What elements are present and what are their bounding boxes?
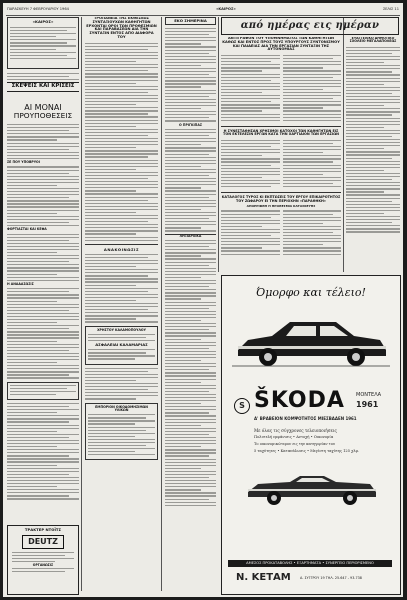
skoda-feature-3: Το οικονομικώτερον εις την κατηγορίαν του [254,442,336,446]
story3-subhead: ΑΠΟΡΡΙΦΘΗ Η ΠΡΟΘΕΣΜΙΑ ΚΑΤΑΣΚΕΥΗΣ [246,204,316,209]
column-rule [81,17,82,591]
skoda-tagline: Α' ΒΡΑΒΕΙΟΝ ΚΟΜΨΟΤΗΤΟΣ ΜΙΕΣΒΑΔΕΝ 1961 [254,416,357,421]
col2-headline: ΤΡΟΠΑΝΕΙΑ ΤΗΣ ΕΚΘΕΣΕΩΣ ΣΥΝΤΑΞΙΟΥΧΩΝ ΚΑΘΗΓΗΤΩΝ ΕΡΧΟΝΤΑΙ ΟΡΟΙ ΤΩΝ ΠΡΟΘΕΣΜΙΩΝ ΚΑΙ ΠΑΡΑΒΑΣΕΩΝ ΔΙΑ ΤΗΝ ΣΥΝΤΑΞΙΝ ΕΝΤΟΣ ΑΠΟ ΔΙΑΦΟΡΑ ΤΟΥ [86,17,157,39]
skoda-model-year: 1961 [356,400,379,409]
daily-banner [221,17,399,35]
masthead-box [7,17,79,69]
newspaper-page [3,3,403,597]
tractor-ad [7,525,79,595]
feature-title-line2: ΠΡΟΥΠΟΘΕΣΕΙΣ [13,111,73,121]
feature-title-line1: ΑΙ ΜΟΝΑΙ [24,102,62,112]
insurance-ad-sub: ΑΣΦΑΛΕΙΑΙ ΚΑΛΑΜΑΡΙΑΣ [95,342,148,348]
skoda-badge-text: S [239,401,245,410]
skoda-badge [234,398,250,414]
subhead: Η ΑΝΑΔΑΣΩΣΙΣ [7,281,34,286]
masthead-page: ΣΕΛΙΣ 11 [382,7,399,11]
skoda-feature-4: 5 ταχύτητες • Κατανάλωσις • Μεγίστη ταχύτης 125 χλμ. [254,449,360,453]
col3-mid: ΛΗΞΙΑΡΧΙΚΑ [165,234,216,238]
tractor-ad-footer: ΟΡΓΑΝΩΣΙΣ [32,563,54,568]
section-header: ΣΚΕΨΕΙΣ ΚΑΙ ΚΡΙΣΕΙΣ [7,82,79,92]
right-col-headline: ΕΥΑΓΓΕΛΙΚΟ ΔΗΜΟΤΙΚΟ ΣΧΟΛΕΙΟ ΜΕΓΑΛΑΠΟΛΕΩΣ [349,37,397,44]
dealer-address: Α. ΣΥΓΓΡΟΥ 19 ΤΗΛ. 25.647 - 93.738 [300,576,362,580]
notice-title: ΑΝΑΚΟΙΝΩΣΙΣ [103,246,140,252]
right-main-column [221,37,341,272]
dealer-banner-text: ΑΜΕΣΟΣ ΠΡΟΚΑΤΑΒΟΛΗΣ • ΕΞΑΡΤΗΜΑΤΑ • ΣΥΝΕΡΓΕΙΟ ΠΕΡΙΟΡΙΣΜΕΝΟ [246,561,374,565]
column-rule [161,17,162,591]
dealer-banner [228,560,392,567]
column-1 [7,17,79,595]
small-notice-box [7,382,79,400]
skoda-brand: ŠKODA [254,388,345,413]
masthead-box-title: «ΚΑΙΡΟΣ» [32,19,54,24]
column-2 [85,17,158,595]
masthead-date: ΠΑΡΑΣΚΕΥΗ 7 ΦΕΒΡΟΥΑΡΙΟΥ 1964 [7,7,69,11]
tractor-ad-title: ΤΡΑΚΤΕΡ ΝΤΟΪΤΣ [24,527,62,532]
dealer-name: Ν. ΚΕΤΑΜ [236,572,291,583]
materials-ad-title: ΕΜΠΟΡΙΟΝ ΟΙΚΟΔΟΜΗΣΙΜΩΝ ΥΛΙΚΩΝ [95,404,148,412]
subhead: ΦΟΡΤΙΑΣΤΑΙ ΚΑΙ ΚΕΦΑ [7,227,47,232]
col3-header: ΕΚΟ ΣΗΜΕΡΙΝΑ [165,17,216,25]
masthead-strip [3,3,403,15]
car-sedan-illustration [232,310,390,368]
insurance-ad [85,326,158,365]
insurance-ad-title: ΧΡΗΣΤΟΥ ΚΑΛΑΜΟΠΟΥΛΟΥ [97,327,146,332]
skoda-ad [221,275,401,595]
col3-subhead: Ο ΠΡΙΓΚΙΠΑΣ [178,122,202,127]
column-3 [165,17,216,595]
skoda-feature-1: Με όλας τις σύγχρονες τελειοποιήσεις [254,428,337,433]
masthead-title: «ΚΑΙΡΟΣ» [216,7,236,11]
daily-banner-text: από ημέρας εις ημέραν [240,20,380,31]
deutz-logo [22,535,64,549]
skoda-model-label: ΜΟΝΤΕΛΑ [356,392,382,398]
car-convertible-illustration [244,464,378,506]
masthead-rule [6,15,400,16]
skoda-slogan: Όμορφο και τέλειο! [256,286,366,299]
story2-headline: Η ΣΥΝΕΣΤΑΘΗΣΑΝ ΧΡΗΣΙΜΟΙ ΚΑΤΟΧΟΙ ΤΩΝ ΚΑΘΗΓΗΤΩΝ ΕΙΣ ΤΟΝ ΕΚΤΕΛΕΣΙΝ ΕΡΓΩΝ ΚΑΤΑ ΤΗΝ ΧΑΡΤΙΔΙΟΝ ΤΩΝ ΕΡΓΑΣΙΩΝ [223,128,339,137]
materials-ad [85,403,158,461]
column-rule [218,17,219,272]
subhead: ΣΕ ΠΟΥ ΥΠΟΒΡΥΟΙ [7,160,40,165]
right-narrow-column [346,37,400,272]
deutz-logo-text: DEUTZ [28,536,58,546]
skoda-feature-2: Πολυτελή εμφάνισις • Αντοχή • Οικονομία [254,435,334,439]
story3-headline: ΚΑΤΑΛΟΓΟΣ ΤΥΡΟΣ ΚΙ ΕΚΠΤΩΣΕΙΣ ΤΟΥ ΕΡΓΟΥ ΕΠΙΚΑΙΡΟΤΗΤΟΣ ΤΟΥ ΖΩΦΑΡΟΥ ΕΙ ΤΗΝ ΠΕΡΙΟΧΗΝ «ΠΑΡΑΘΗΚΗ» [221,195,341,203]
story1-headline: ΑΝΤΙΓΡΑΦΟΝ ΤΟΥ ΥΠΟΜΝΗΜΑΤΟΣ ΤΩΝ ΚΑΘΗΓΗΤΩΝ ΚΑΘΩΣ ΚΑΙ ΕΝΤΟΣ ΠΡΟΣ ΤΟΥΣ ΥΠΟΥΡΓΟΥΣ ΣΥΝΤΟΝΙΣΜΟΥ ΚΑΙ ΠΑΙΔΕΙΑΣ ΔΙΑ ΤΗΝ ΕΡΓΑΣΙΑΝ ΣΥΝΤΑΞΙΝ ΤΗΣ ΑΥΤΟΝΟΜΙΑΣ [222,37,340,52]
